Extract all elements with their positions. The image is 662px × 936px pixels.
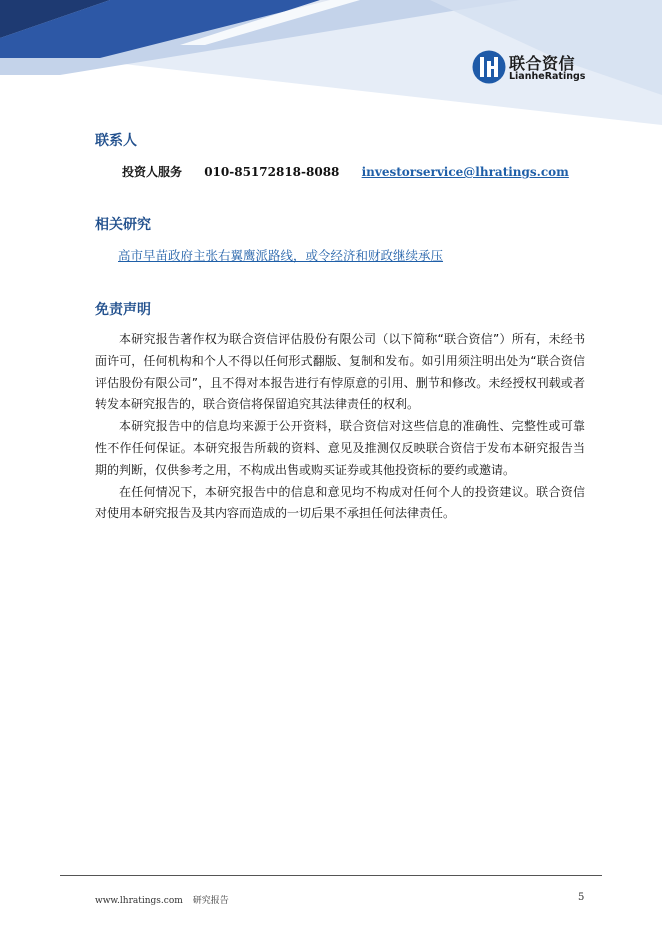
contact-label: 投资人服务 <box>122 165 183 179</box>
contact-row <box>122 163 569 180</box>
logo-name-cn: 联合资信 <box>509 54 576 73</box>
footer-left <box>95 893 229 906</box>
contact-phone: 010-85172818-8088 <box>204 165 340 179</box>
logo-name-en: LianheRatings <box>509 71 586 82</box>
disclaimer-paragraph: 在任何情况下，本研究报告中的信息和意见均不构成对任何个人的投资建议。联合资信对使用本研究报告及其内容而造成的一切后果不承担任何法律责任。 <box>95 484 585 521</box>
footer-divider <box>60 875 602 876</box>
related-section-title: 相关研究 <box>95 217 151 233</box>
disclaimer-section-title: 免责声明 <box>95 302 151 318</box>
lianhe-logo-icon <box>472 50 506 84</box>
disclaimer-paragraph: 本研究报告中的信息均来源于公开资料，联合资信对这些信息的准确性、完整性或可靠性不作任何保证。本研究报告所载的资料、意见及推测仅反映联合资信于发布本研究报告当期的判断，仅供参考之用，不构成出售或购买证券或其他投资标的要约或邀请。 <box>95 419 585 477</box>
page-number: 5 <box>578 892 585 903</box>
contact-section-title: 联系人 <box>95 133 137 149</box>
footer-website: www.lhratings.com <box>95 896 183 906</box>
contact-email-link[interactable]: investorservice@lhratings.com <box>361 165 569 179</box>
footer-report-type: 研究报告 <box>192 896 229 906</box>
related-research-link[interactable]: 高市早苗政府主张右翼鹰派路线，或令经济和财政继续承压 <box>118 248 444 263</box>
disclaimer-body <box>95 329 585 525</box>
disclaimer-paragraph: 本研究报告著作权为联合资信评估股份有限公司（以下简称“联合资信”）所有，未经书面许可，任何机构和个人不得以任何形式翻版、复制和发布。如引用须注明出处为“联合资信评估股份有限公司”，且不得对本报告进行有悖原意的引用、删节和修改。未经授权刊载或者转发本研究报告的，联合资信将保留追究其法律责任的权利。 <box>95 332 585 412</box>
